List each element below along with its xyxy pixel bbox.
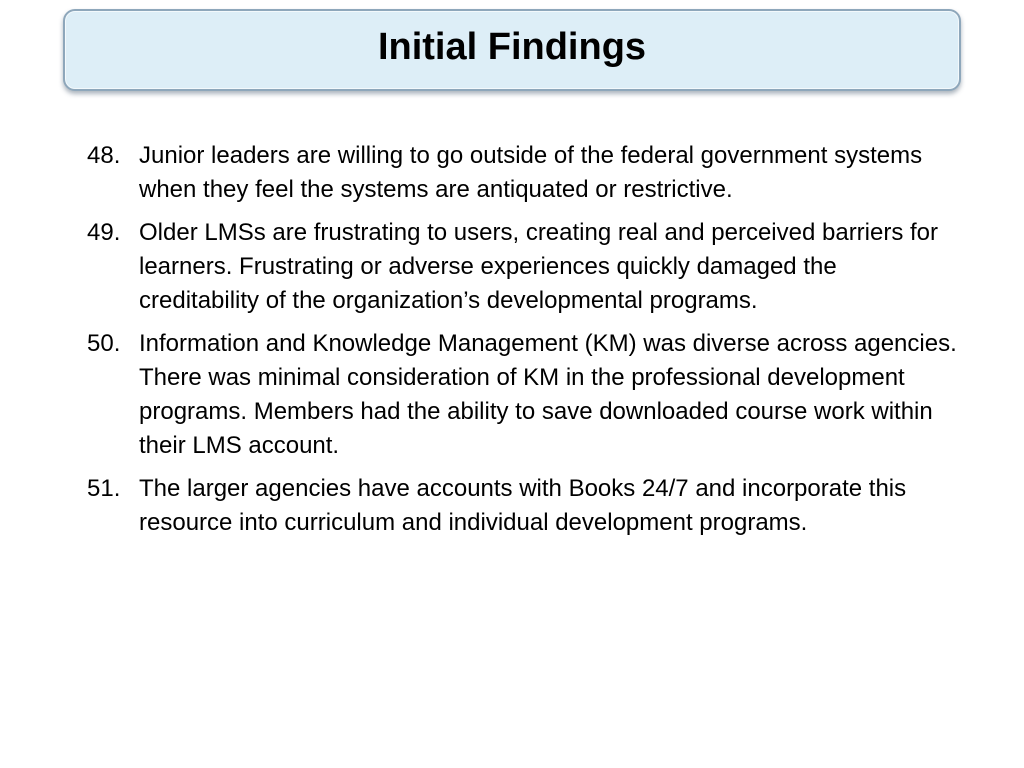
list-item: [87, 472, 957, 540]
findings-list: [87, 139, 957, 549]
list-item-text: Junior leaders are willing to go outside of the federal government systems when they feel the systems are antiquated or restrictive.: [139, 142, 923, 203]
list-item-number: 51.: [87, 475, 121, 502]
list-item-text: The larger agencies have accounts with Books 24/7 and incorporate this resource into curriculum and individual development programs.: [139, 475, 907, 536]
list-item: [87, 327, 957, 463]
list-item-text: Information and Knowledge Management (KM) was diverse across agencies. There was minimal consideration of KM in the professional development programs. Members had the ability to save downloaded course work within their LMS account.: [139, 330, 957, 459]
slide-title: Initial Findings: [377, 26, 647, 68]
list-item-text: Older LMSs are frustrating to users, creating real and perceived barriers for learners. Frustrating or adverse experiences quickly damaged the creditability of the organization’s developmental programs.: [139, 219, 939, 314]
list-item-number: 50.: [87, 330, 121, 357]
list-item-number: 48.: [87, 142, 121, 169]
list-item: [87, 216, 957, 318]
list-item-number: 49.: [87, 219, 121, 246]
list-item: [87, 139, 957, 207]
title-banner: [63, 9, 961, 91]
